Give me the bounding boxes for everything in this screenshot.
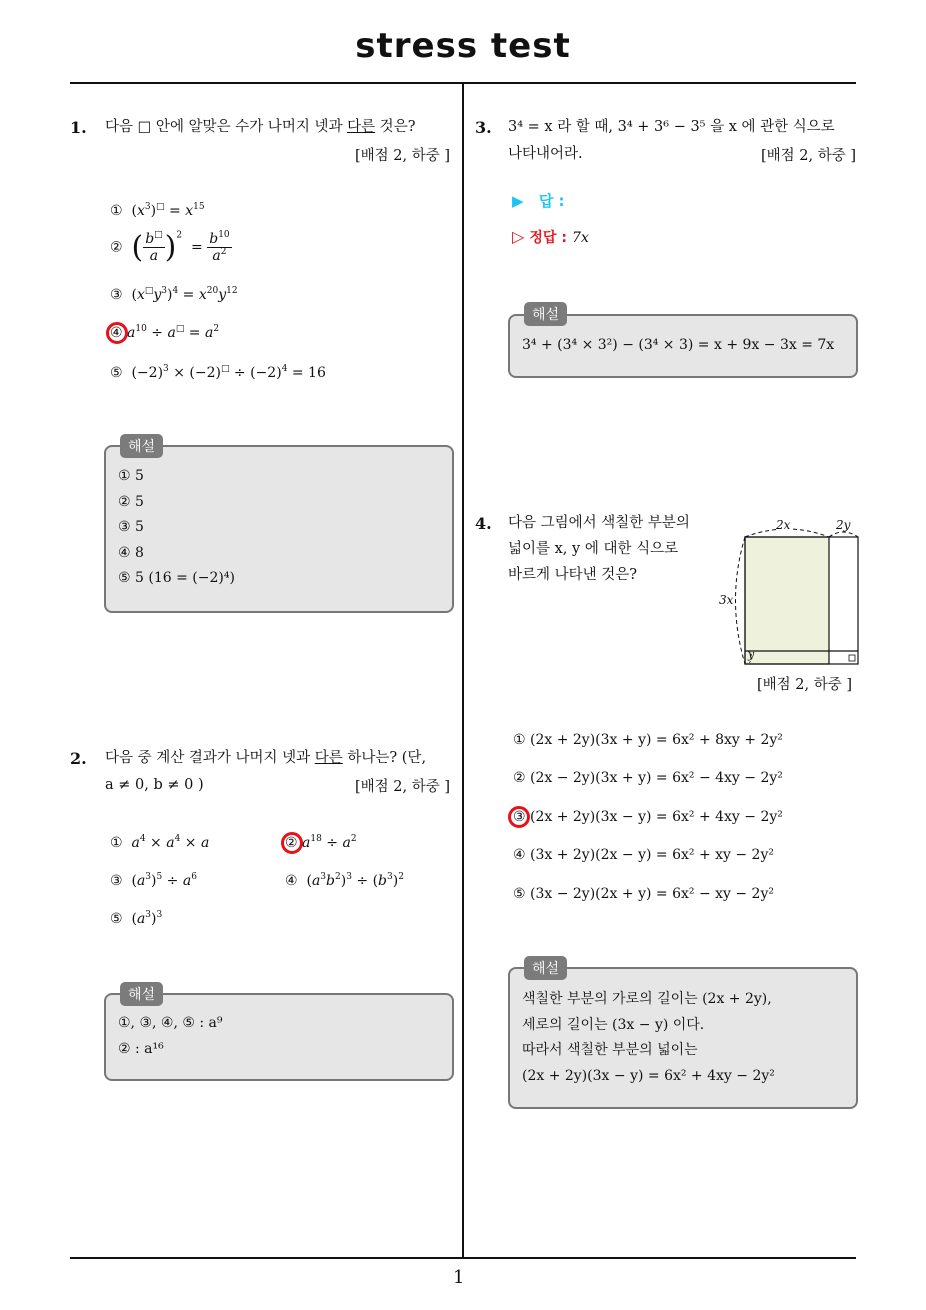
page-number: 1: [453, 1267, 465, 1288]
question-text: 3⁴ = x 라 할 때, 3⁴ + 3⁶ − 3⁵ 을 x 에 관한 식으로: [508, 119, 835, 135]
question-number: 1.: [70, 118, 87, 137]
option-1[interactable]: ① $(x^3)^□ = x^{15}$: [110, 202, 205, 219]
label-top-left: 2x: [776, 518, 791, 532]
correct-answer: [512, 227, 589, 247]
option-4[interactable]: ④ $a^{10} \div a^□ = a^2$: [110, 324, 220, 341]
right-angle-mark: [849, 655, 855, 661]
option-2[interactable]: ② (2x − 2y)(3x + y) = 6x² − 4xy − 2y²: [513, 770, 783, 786]
points: [배점 2, 하중 ]: [760, 148, 856, 164]
option-5[interactable]: ⑤ (3x − 2y)(2x + y) = 6x² − xy − 2y²: [513, 886, 774, 902]
option-2[interactable]: ② ( $\frac{b^□}{a}$ )$^2$ = $\frac{b^{10}}{a^2}$: [110, 230, 230, 265]
page-title: stress test: [355, 26, 571, 66]
option-marker: ③: [110, 873, 123, 889]
option-marker: ⑤: [110, 365, 123, 381]
option-1[interactable]: ① $a^4 \times a^4 \times a$: [110, 834, 210, 851]
explanation-line: ① 5: [118, 468, 144, 484]
question-text: [105, 745, 455, 771]
option-5[interactable]: ⑤ $(a^3)^3$: [110, 910, 163, 927]
explanation-line: ② 5: [118, 493, 144, 510]
option-marker: ⑤: [110, 911, 123, 927]
label-top-right: 2y: [836, 518, 851, 532]
dimension-arc: [736, 537, 746, 664]
play-icon: ▶: [512, 192, 524, 210]
label-left: 3x: [719, 593, 734, 607]
explanation-line: 색칠한 부분의 가로의 길이는 (2x + 2y),: [522, 991, 772, 1007]
selected-answer-mark: [106, 322, 128, 344]
explanation-text: [118, 1011, 222, 1062]
dimension-arc: [829, 532, 858, 537]
question-text-underline: 다른: [314, 750, 343, 766]
explanation-line: ② : a¹⁶: [118, 1040, 164, 1057]
explanation-text: [522, 987, 775, 1089]
triangle-outline-icon: ▷: [512, 227, 525, 246]
question-text-underline: 다른: [347, 119, 376, 135]
question-text-part: 것은?: [375, 119, 416, 135]
explanation-text: [118, 464, 235, 592]
explanation-line: (2x + 2y)(3x − y) = 6x² + 4xy − 2y²: [522, 1067, 775, 1084]
explanation-line: 따라서 색칠한 부분의 넓이는: [522, 1042, 698, 1058]
correct-label: 정답 :: [529, 230, 567, 246]
explanation-tag: 해설: [120, 434, 163, 458]
explanation-tag: 해설: [524, 956, 567, 980]
question-text: 나타내어라.: [508, 146, 583, 162]
option-marker: ③: [110, 287, 123, 303]
explanation-tag: 해설: [120, 982, 163, 1006]
points: [배점 2, 하중 ]: [354, 148, 450, 164]
question-line: 다음 그림에서 색칠한 부분의: [508, 515, 690, 531]
option-4[interactable]: ④ (3x + 2y)(2x − y) = 6x² + xy − 2y²: [513, 847, 774, 863]
option-marker: ②: [110, 239, 123, 256]
option-3[interactable]: ③ (2x + 2y)(3x − y) = 6x² + 4xy − 2y²: [513, 809, 783, 825]
label-bottom: y: [748, 648, 755, 661]
question-text: [508, 510, 690, 588]
option-marker: ①: [110, 835, 123, 851]
correct-value: 7x: [572, 230, 589, 246]
points: [배점 2, 하중 ]: [354, 779, 450, 795]
option-3[interactable]: ③ $(a^3)^5 \div a^6$: [110, 872, 197, 889]
option-1[interactable]: ① (2x + 2y)(3x + y) = 6x² + 8xy + 2y²: [513, 732, 783, 748]
option-4[interactable]: ④ $(a^3b^2)^3 \div (b^3)^2$: [285, 872, 404, 889]
footer-rule: [70, 1257, 856, 1259]
area-figure: [712, 515, 862, 670]
question-text: [105, 114, 415, 140]
option-2[interactable]: ② $a^{18} \div a^2$: [285, 834, 357, 851]
question-number: 2.: [70, 749, 87, 768]
answer-label: 답 :: [538, 192, 565, 210]
explanation-line: ⑤ 5 (16 = (−2)⁴): [118, 570, 235, 586]
question-text-part: 다음 □ 안에 알맞은 수가 나머지 넷과: [105, 119, 348, 135]
question-line: 넓이를 x, y 에 대한 식으로: [508, 541, 679, 557]
question-line: 바르게 나타낸 것은?: [508, 567, 638, 583]
explanation-line: ③ 5: [118, 519, 144, 535]
question-condition: a ≠ 0, b ≠ 0 ): [105, 777, 204, 793]
question-text-part: 하나는? (단,: [342, 750, 427, 766]
explanation-tag: 해설: [524, 302, 567, 326]
answer-field[interactable]: [512, 190, 565, 211]
points: [배점 2, 하중 ]: [756, 677, 852, 693]
option-marker: ②: [285, 835, 298, 851]
option-marker: ④: [285, 873, 298, 889]
explanation-line: ④ 8: [118, 544, 144, 561]
option-marker: ④: [110, 325, 123, 341]
explanation-line: ①, ③, ④, ⑤ : a⁹: [118, 1015, 223, 1031]
option-marker: ①: [110, 203, 123, 219]
selected-answer-mark: [508, 806, 530, 828]
column-divider: [462, 84, 464, 1258]
explanation-text: 3⁴ + (3⁴ × 3²) − (3⁴ × 3) = x + 9x − 3x = 7x: [522, 337, 835, 353]
shaded-region: [745, 537, 829, 664]
explanation-line: 세로의 길이는 (3x − y) 이다.: [522, 1016, 705, 1033]
option-3[interactable]: ③ $(x^□y^3)^4 = x^{20}y^{12}$: [110, 286, 238, 303]
question-text-part: 다음 중 계산 결과가 나머지 넷과: [105, 750, 315, 766]
selected-answer-mark: [281, 832, 303, 854]
question-number: 4.: [475, 514, 492, 533]
option-5[interactable]: ⑤ $(-2)^3 \times (-2)^□ \div (-2)^4 = 16$: [110, 364, 326, 381]
question-number: 3.: [475, 118, 492, 137]
